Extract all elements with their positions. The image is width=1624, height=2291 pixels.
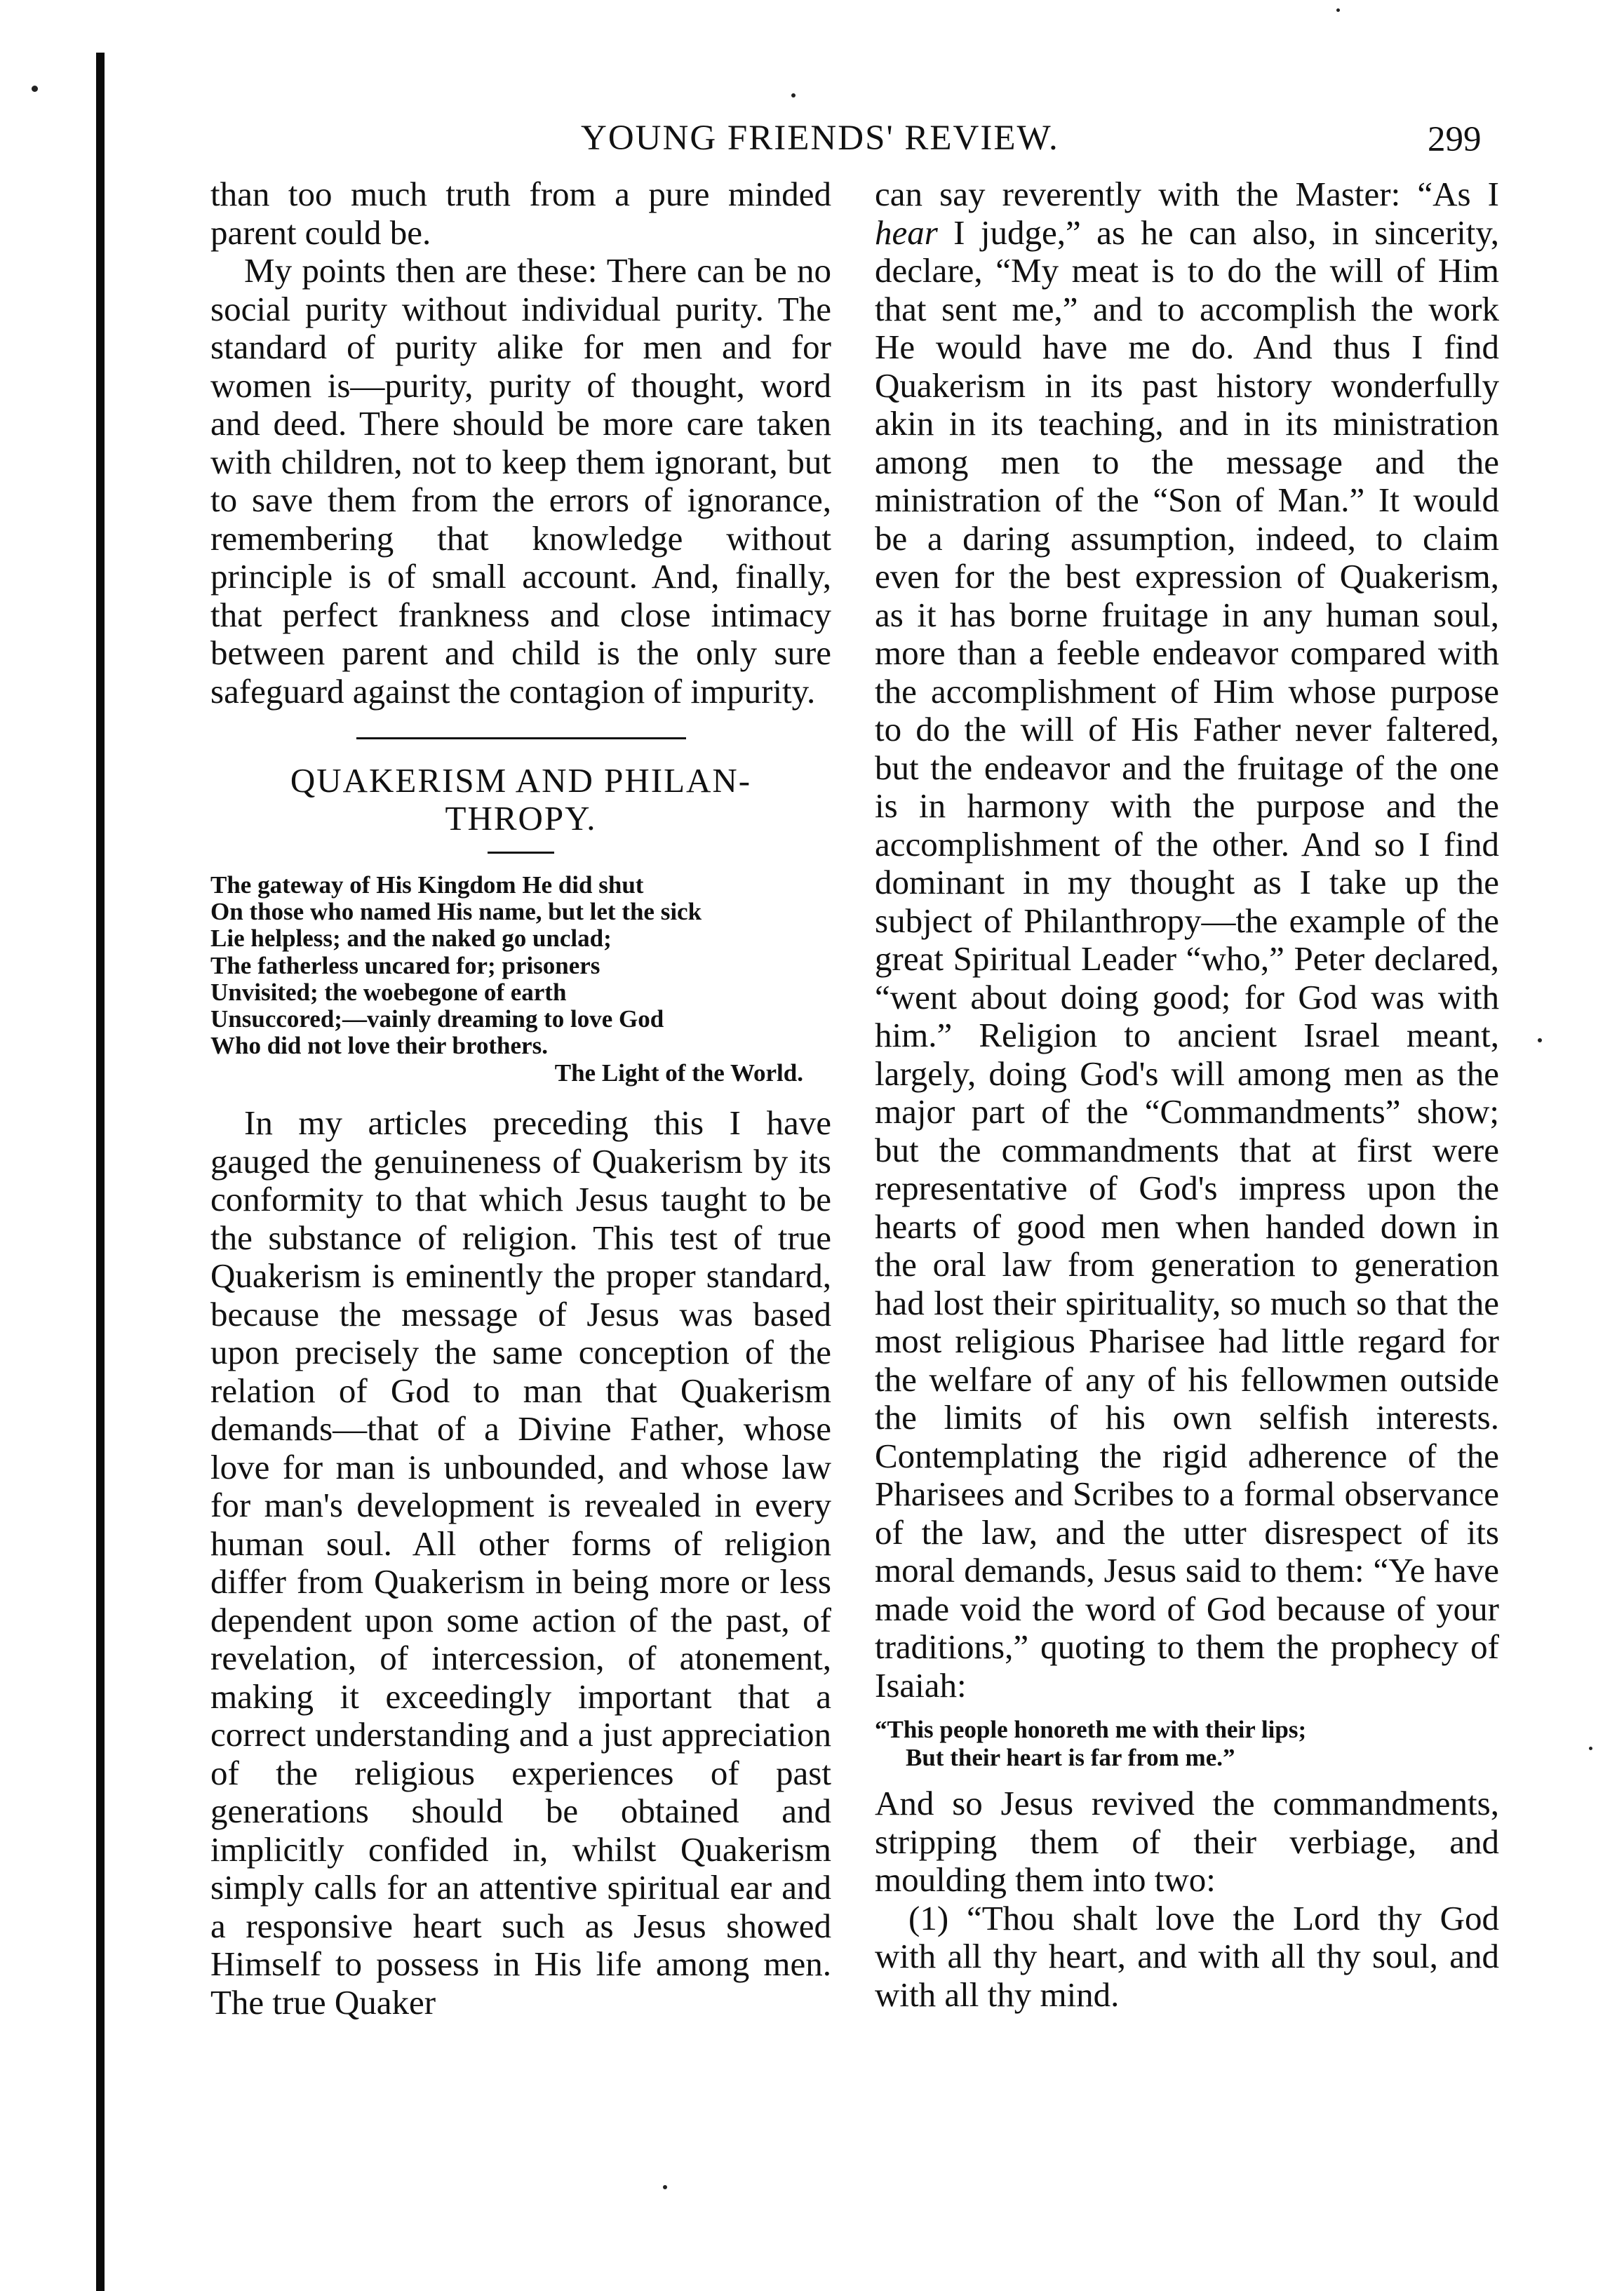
section-title-line: QUAKERISM AND PHILAN- (290, 761, 752, 800)
running-header-title: YOUNG FRIENDS' REVIEW. (581, 119, 1059, 158)
poem-source: The Light of the World. (554, 1059, 803, 1087)
scan-speck (791, 93, 796, 98)
section-title (210, 762, 831, 838)
scan-speck (32, 86, 38, 92)
scan-speck (663, 2185, 667, 2189)
text-run: I judge,” as he can also, in sincerity, declare, “My meat is to do the will of Him that sent me,” and to accomplish the work He would have me do. And thus I find Quakerism in its past history wonderfully akin in its teaching, and in its ministration among men to the message and the ministration of the “Son of Man.” It would be a daring assumption, indeed, to claim even for the best expression of Quakerism, as it has borne fruitage in any human soul, more than a feeble endeavor compared with the accomplishment of Him whose purpose to do the will of His Father never faltered, but the endeavor and the fruitage of the one is in harmony with the purpose and the accomplishment of the other. And so I find dominant in my thought as I take up the subject of Philanthropy—the example of the great Spiritual Leader “who,” Peter declared, “went about doing good; for God was with him.” Religion to ancient Israel meant, largely, doing God's will among men as the major part of the “Commandments” show; but the commandments that at first were representative of God's impress upon the hearts of good men when handed down in the oral law from generation to generation had lost their spirituality, so much so that the most religious Pharisee had little regard for the welfare of any of his fellowmen outside the limits of his own selfish interests. Contemplating the rigid adherence of the Pharisees and Scribes to a formal observance of the law, and the utter disrespect of its moral demands, Jesus said to them: “Ye have made void the word of God because of your traditions,” quoting to them the prophecy of Isaiah: (875, 213, 1499, 1705)
poem-line: Lie helpless; and the naked go unclad; (210, 925, 612, 953)
section-title-line: THROPY. (445, 799, 597, 838)
paragraph (875, 175, 1499, 1705)
poem-line: Unsuccored;—vainly dreaming to love God (210, 1005, 664, 1033)
poem-line: The gateway of His Kingdom He did shut (210, 871, 644, 899)
left-column (210, 175, 831, 2022)
quote-line: “This people honoreth me with their lips; (875, 1716, 1307, 1743)
binding-edge-shadow (96, 53, 105, 2291)
text-run: can say reverently with the Master: “As I (875, 175, 1499, 213)
scan-speck (1589, 1747, 1592, 1750)
paragraph: than too much truth from a pure minded parent could be. (210, 175, 831, 252)
quote-line: But their heart is far from me.” (906, 1744, 1235, 1771)
poem-line: Unvisited; the woebegone of earth (210, 978, 567, 1006)
paragraph: In my articles preceding this I have gauged the genuineness of Quakerism by its conformity to that which Jesus taught to be the substance of religion. This test of true Quakerism is eminently the proper standard, because the message of Jesus was based upon precisely the same conception of the relation of God to man that Quakerism demands—that of a Divine Father, whose love for man is unbounded, and whose law for man's development is revealed in every human soul. All other forms of religion differ from Quakerism in being more or less dependent upon some action of the past, of revelation, of intercession, of atonement, making it exceedingly important that a correct understanding and a just appreciation of the religious experiences of past generations should be obtained and implicitly confided in, whilst Quakerism simply calls for an attentive spiritual ear and a responsive heart such as Jesus showed Himself to possess in His life among men. The true Quaker (210, 1103, 831, 2022)
block-quote (875, 1716, 1499, 1772)
page-number: 299 (1428, 120, 1482, 159)
scan-speck (1538, 1038, 1542, 1042)
paragraph: And so Jesus revived the commandments, stripping them of their verbiage, and moulding them into two: (875, 1784, 1499, 1899)
section-divider (356, 737, 686, 739)
emphasis-text: hear (875, 213, 938, 252)
poem-line: Who did not love their brothers. (210, 1032, 548, 1060)
poem-line: On those who named His name, but let the sick (210, 898, 702, 926)
scan-speck (1336, 8, 1340, 12)
epigraph-poem (210, 872, 831, 1087)
paragraph: (1) “Thou shalt love the Lord thy God with all thy heart, and with all thy soul, and with all thy mind. (875, 1898, 1499, 2014)
paragraph: My points then are these: There can be no social purity without individual purity. The standard of purity alike for men and for women is—purity, purity of thought, word and deed. There should be more care taken with children, not to keep them ignorant, but to save them from the errors of ignorance, remembering that knowledge without principle is of small account. And, finally, that perfect frankness and close intimacy between parent and child is the only sure safeguard against the contagion of impurity. (210, 251, 831, 711)
right-column (875, 175, 1499, 2014)
poem-line: The fatherless uncared for; prisoners (210, 951, 600, 979)
title-underline (488, 852, 554, 854)
